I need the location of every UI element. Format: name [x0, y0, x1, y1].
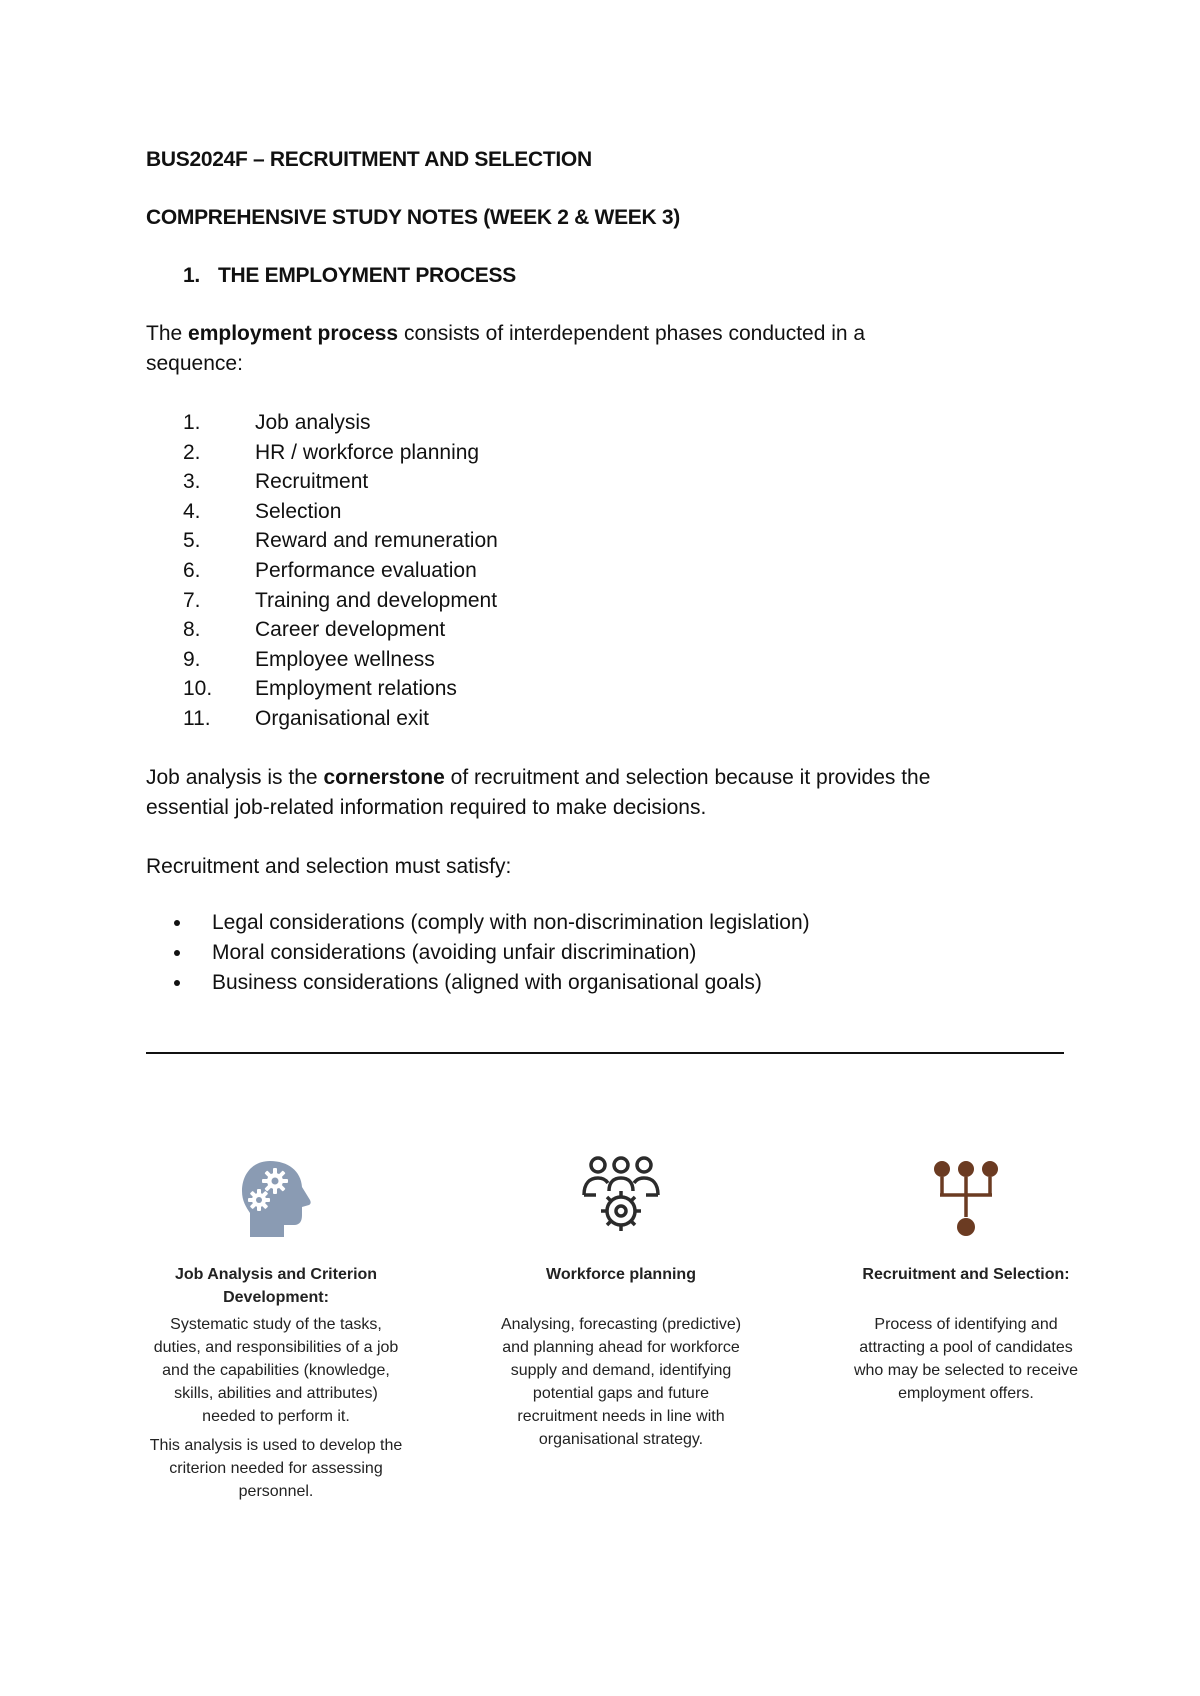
phase-number: 9. [183, 647, 201, 671]
phase-label: HR / workforce planning [255, 440, 480, 464]
phase-item [183, 497, 883, 527]
phase-label: Job analysis [255, 411, 371, 434]
phase-number: 11. [183, 706, 211, 730]
phase-number: 3. [183, 470, 201, 494]
consideration-text: Legal considerations (comply with non-discrimination legislation) [212, 911, 810, 934]
section-heading: THE EMPLOYMENT PROCESS [218, 264, 516, 287]
page-subtitle: COMPREHENSIVE STUDY NOTES (WEEK 2 & WEEK 3) [146, 206, 680, 229]
phase-number: 4. [183, 499, 201, 523]
bullet-icon [174, 980, 180, 986]
section-number: 1. [183, 264, 200, 287]
description-line: attracting a pool of candidates [859, 1339, 1073, 1356]
job-analysis-description [131, 1313, 421, 1428]
phase-label: Employee wellness [255, 647, 435, 671]
phase-item [183, 467, 883, 497]
phase-number: 8. [183, 618, 201, 642]
job-analysis-criterion-note [131, 1434, 421, 1503]
phase-label: Employment relations [255, 677, 457, 701]
phase-label: Training and development [255, 588, 498, 612]
phase-item [183, 556, 883, 586]
description-line: duties, and responsibilities of a job [153, 1339, 399, 1356]
phase-item [183, 586, 883, 616]
recruitment-selection-description [821, 1313, 1111, 1405]
infographic-recruitment-selection [821, 1155, 1111, 1405]
phase-list [183, 408, 883, 734]
description-line: needed to perform it. [202, 1408, 350, 1425]
infographic-workforce-planning [476, 1155, 766, 1451]
description-line: who may be selected to receive [853, 1362, 1079, 1379]
hierarchy-icon [924, 1155, 1008, 1239]
phase-label: Reward and remuneration [255, 529, 498, 553]
phase-label: Performance evaluation [255, 558, 477, 582]
phase-item [183, 674, 883, 704]
description-line: and the capabilities (knowledge, [162, 1362, 390, 1379]
infographic-job-analysis [131, 1155, 421, 1503]
description-line: employment offers. [898, 1385, 1034, 1402]
phase-number: 2. [183, 440, 201, 464]
description-line: This analysis is used to develop the [149, 1437, 403, 1454]
phase-number: 5. [183, 529, 201, 553]
description-line: Analysing, forecasting (predictive) [500, 1316, 742, 1333]
description-line: organisational strategy. [538, 1431, 704, 1448]
description-line: criterion needed for assessing [169, 1460, 383, 1477]
phase-item [183, 438, 883, 468]
bullet-icon [174, 950, 180, 956]
description-line: Systematic study of the tasks, [170, 1316, 382, 1333]
consideration-item [146, 908, 1086, 938]
phase-item [183, 615, 883, 645]
phase-label: Organisational exit [255, 706, 429, 730]
description-line: skills, abilities and attributes) [174, 1385, 378, 1402]
description-line: recruitment needs in line with [517, 1408, 725, 1425]
consideration-item [146, 968, 1086, 998]
bullet-icon [174, 920, 180, 926]
phase-item [183, 645, 883, 675]
phase-label: Recruitment [255, 470, 369, 494]
workforce-planning-heading: Workforce planning [546, 1266, 696, 1283]
consideration-item [146, 938, 1086, 968]
phase-label: Career development [255, 618, 446, 642]
phase-number: 7. [183, 588, 201, 612]
description-line: supply and demand, identifying [510, 1362, 732, 1379]
recruitment-selection-heading: Recruitment and Selection: [862, 1266, 1070, 1283]
description-line: Process of identifying and [874, 1316, 1058, 1333]
course-title: BUS2024F – RECRUITMENT AND SELECTION [146, 148, 592, 171]
considerations-list [146, 908, 1086, 998]
phase-number: 1. [183, 411, 201, 434]
phase-item [183, 526, 883, 556]
description-line: potential gaps and future [532, 1385, 710, 1402]
description-line: personnel. [238, 1483, 314, 1500]
phase-item [183, 704, 883, 734]
phase-label: Selection [255, 499, 342, 523]
cornerstone-paragraph: Job analysis is the cornerstone of recruitment and selection because it provides the essential job-related information required to make decisions. [146, 766, 931, 819]
consideration-text: Moral considerations (avoiding unfair discrimination) [212, 941, 697, 964]
satisfy-intro: Recruitment and selection must satisfy: [146, 855, 512, 878]
job-analysis-heading: Job Analysis and Criterion Development: [174, 1266, 378, 1306]
horizontal-divider [146, 1052, 1064, 1054]
workforce-planning-description [476, 1313, 766, 1451]
consideration-text: Business considerations (aligned with organisational goals) [212, 971, 762, 994]
phase-item [183, 408, 883, 438]
description-line: and planning ahead for workforce [502, 1339, 740, 1356]
team-gear-icon [576, 1155, 666, 1239]
intro-paragraph: The employment process consists of interdependent phases conducted in a sequence: [146, 322, 866, 375]
head-gears-icon [234, 1155, 318, 1239]
phase-number: 6. [183, 558, 201, 582]
phase-number: 10. [183, 677, 213, 701]
